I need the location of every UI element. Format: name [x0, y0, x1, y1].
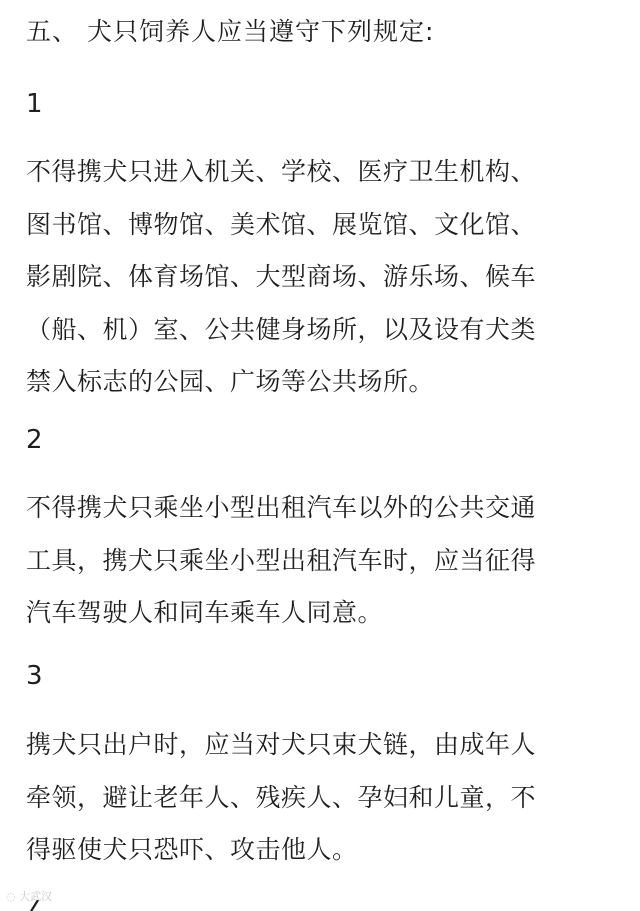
paragraph-line: 携犬只出户时，应当对犬只束犬链，由成年人 [26, 730, 537, 759]
watermark-icon: ◌ [6, 890, 16, 903]
paragraph-line: 禁入标志的公园、广场等公共场所。 [26, 367, 435, 396]
watermark-text: 大武汉 [19, 890, 53, 903]
item-number: 2 [26, 425, 43, 455]
paragraph-line: 得驱使犬只恐吓、攻击他人。 [26, 835, 358, 864]
item-number: 3 [26, 661, 43, 691]
item-paragraph [26, 146, 626, 409]
paragraph-line: 牵领，避让老年人、残疾人、孕妇和儿童，不 [26, 782, 537, 812]
paragraph-line: 不得携犬只乘坐小型出租汽车以外的公共交通 [26, 493, 537, 522]
item-number: 1 [26, 89, 43, 119]
section-heading: 五、 犬只饲养人应当遵守下列规定: [26, 17, 435, 46]
paragraph-line: 工具，携犬只乘坐小型出租汽车时，应当征得 [26, 545, 537, 575]
watermark [6, 888, 52, 904]
paragraph-line: 影剧院、体育场馆、大型商场、游乐场、候车 [26, 262, 537, 291]
paragraph-line: 汽车驾驶人和同车乘车人同意。 [26, 598, 384, 627]
paragraph-line: 不得携犬只进入机关、学校、医疗卫生机构、 [26, 157, 537, 186]
item-paragraph [26, 482, 626, 640]
paragraph-line: 图书馆、博物馆、美术馆、展览馆、文化馆、 [26, 209, 537, 239]
paragraph-line: （船、机）室、公共健身场所，以及设有犬类 [26, 314, 537, 344]
item-paragraph [26, 719, 626, 877]
